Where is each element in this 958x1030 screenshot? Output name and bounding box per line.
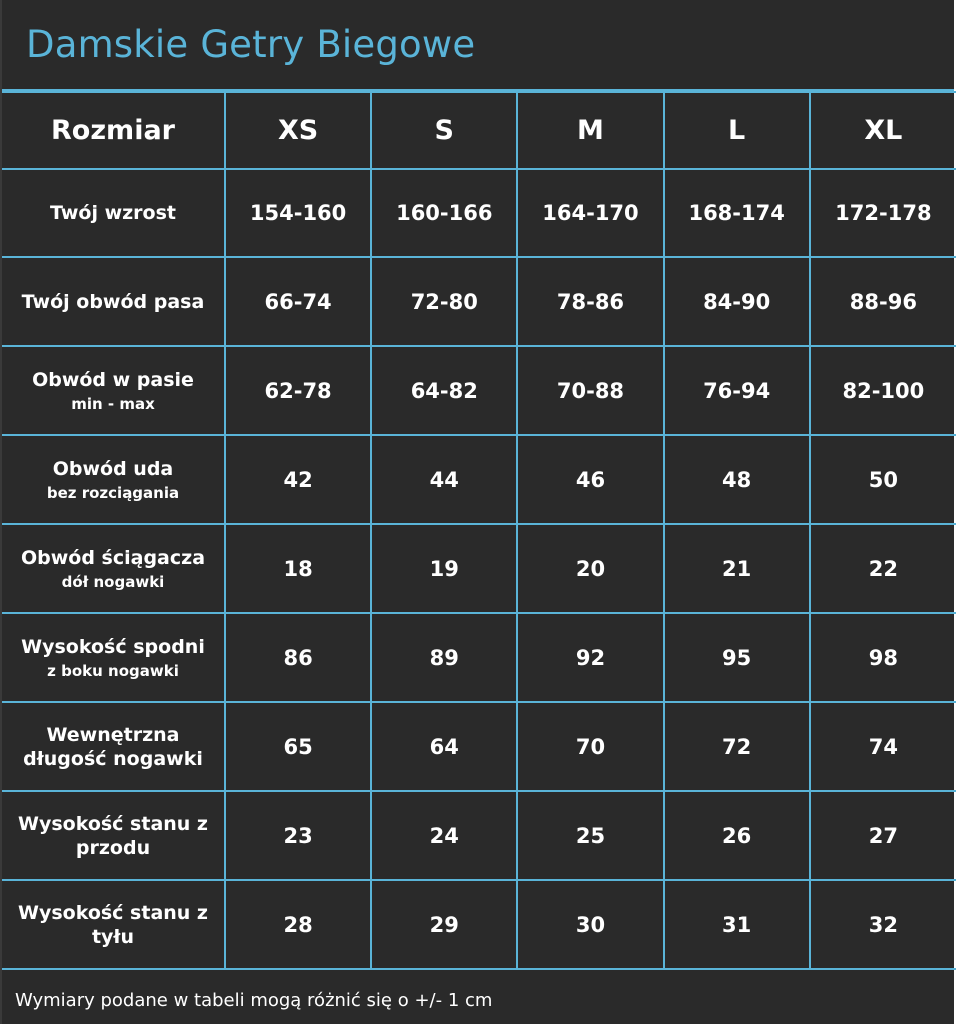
value-cell: 29 xyxy=(371,880,517,969)
value-cell: 64 xyxy=(371,702,517,791)
value-cell: 28 xyxy=(225,880,371,969)
header-size-m: M xyxy=(517,92,663,169)
value-cell: 70 xyxy=(517,702,663,791)
value-cell: 48 xyxy=(664,435,810,524)
value-cell: 24 xyxy=(371,791,517,880)
value-cell: 72 xyxy=(664,702,810,791)
footer-note: Wymiary podane w tabeli mogą różnić się o +/- 1 cm xyxy=(15,989,493,1011)
row-label: Obwód ściągacza xyxy=(20,546,206,569)
value-cell: 42 xyxy=(225,435,371,524)
table-body xyxy=(2,169,956,969)
value-cell: 23 xyxy=(225,791,371,880)
value-cell: 84-90 xyxy=(664,257,810,346)
value-cell: 88-96 xyxy=(810,257,956,346)
row-label-cell xyxy=(2,880,225,969)
row-label-cell xyxy=(2,791,225,880)
table-row xyxy=(2,257,956,346)
value-cell: 98 xyxy=(810,613,956,702)
table-row xyxy=(2,524,956,613)
header-param: Rozmiar xyxy=(2,92,225,169)
value-cell: 64-82 xyxy=(371,346,517,435)
value-cell: 31 xyxy=(664,880,810,969)
row-sublabel: z boku nogawki xyxy=(47,661,179,680)
value-cell: 89 xyxy=(371,613,517,702)
row-sublabel: dół nogawki xyxy=(61,572,165,591)
value-cell: 92 xyxy=(517,613,663,702)
value-cell: 86 xyxy=(225,613,371,702)
table-row xyxy=(2,169,956,257)
value-cell: 62-78 xyxy=(225,346,371,435)
value-cell: 172-178 xyxy=(810,169,956,257)
value-cell: 30 xyxy=(517,880,663,969)
row-label: Wewnętrzna długość nogawki xyxy=(23,723,203,770)
value-cell: 18 xyxy=(225,524,371,613)
value-cell: 26 xyxy=(664,791,810,880)
table-row xyxy=(2,346,956,435)
header-size-l: L xyxy=(664,92,810,169)
table-row xyxy=(2,435,956,524)
value-cell: 44 xyxy=(371,435,517,524)
row-label-cell xyxy=(2,524,225,613)
title-bar xyxy=(2,0,954,91)
row-sublabel: min - max xyxy=(71,394,155,413)
value-cell: 21 xyxy=(664,524,810,613)
value-cell: 70-88 xyxy=(517,346,663,435)
table-row xyxy=(2,791,956,880)
value-cell: 164-170 xyxy=(517,169,663,257)
page-title: Damskie Getry Biegowe xyxy=(26,23,476,66)
row-label: Wysokość stanu z przodu xyxy=(17,812,208,859)
value-cell: 74 xyxy=(810,702,956,791)
row-label: Twój wzrost xyxy=(49,202,177,224)
header-row xyxy=(2,92,956,169)
value-cell: 82-100 xyxy=(810,346,956,435)
row-label-cell xyxy=(2,257,225,346)
row-label-cell xyxy=(2,435,225,524)
header-size-xs: XS xyxy=(225,92,371,169)
table-row xyxy=(2,702,956,791)
row-label: Twój obwód pasa xyxy=(21,290,205,313)
row-label-cell xyxy=(2,346,225,435)
value-cell: 50 xyxy=(810,435,956,524)
value-cell: 46 xyxy=(517,435,663,524)
value-cell: 65 xyxy=(225,702,371,791)
value-cell: 95 xyxy=(664,613,810,702)
value-cell: 72-80 xyxy=(371,257,517,346)
value-cell: 76-94 xyxy=(664,346,810,435)
size-table xyxy=(2,91,956,970)
value-cell: 19 xyxy=(371,524,517,613)
row-label-cell xyxy=(2,702,225,791)
table-row xyxy=(2,880,956,969)
row-label-cell xyxy=(2,169,225,257)
header-size-s: S xyxy=(371,92,517,169)
row-sublabel: bez rozciągania xyxy=(46,483,180,502)
header-size-xl: XL xyxy=(810,92,956,169)
value-cell: 20 xyxy=(517,524,663,613)
table-row xyxy=(2,613,956,702)
value-cell: 32 xyxy=(810,880,956,969)
value-cell: 168-174 xyxy=(664,169,810,257)
value-cell: 22 xyxy=(810,524,956,613)
row-label-cell xyxy=(2,613,225,702)
value-cell: 78-86 xyxy=(517,257,663,346)
value-cell: 154-160 xyxy=(225,169,371,257)
row-label: Obwód uda xyxy=(52,457,174,480)
row-label: Wysokość stanu z tyłu xyxy=(17,901,208,948)
value-cell: 27 xyxy=(810,791,956,880)
row-label: Wysokość spodni xyxy=(21,635,205,658)
value-cell: 25 xyxy=(517,791,663,880)
row-label: Obwód w pasie xyxy=(32,368,194,391)
value-cell: 160-166 xyxy=(371,169,517,257)
value-cell: 66-74 xyxy=(225,257,371,346)
